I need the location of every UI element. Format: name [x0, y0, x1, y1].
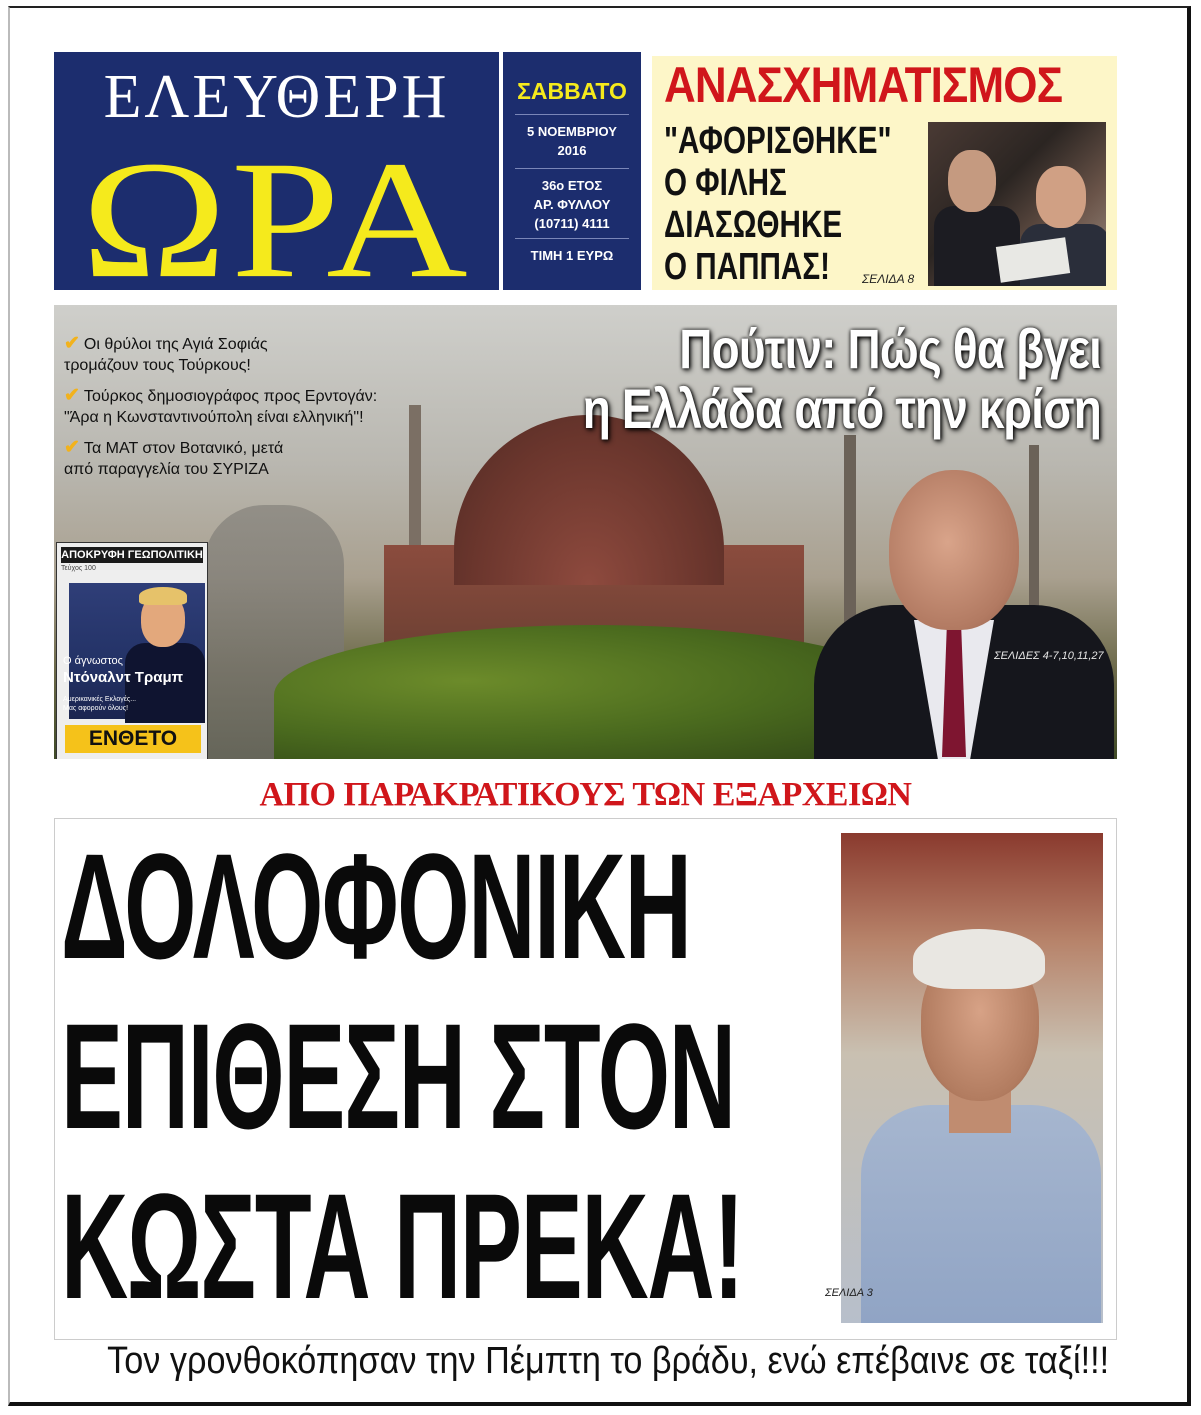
mosque-dome — [454, 415, 724, 585]
hero-bullet-text: "Άρα η Κωνσταντινούπολη είναι ελληνική"! — [64, 409, 364, 426]
insert-small-text: Αμερικανικές Εκλογές... Μας αφορούν όλους! — [63, 696, 137, 712]
check-icon: ✔ — [64, 437, 80, 458]
main-story-kicker: ΑΠΟ ΠΑΡΑΚΡΑΤΙΚΟΥΣ ΤΩΝ ΕΞΑΡΧΕΙΩΝ — [259, 776, 912, 813]
issue-year: 36ο ΕΤΟΣ — [541, 178, 603, 193]
top-story-headline: ΑΝΑΣΧΗΜΑΤΙΣΜΟΣ — [664, 57, 1063, 113]
main-story-subheadline: Τον γρονθοκόπησαν την Πέμπτη το βράδυ, ενώ επέβαινε σε ταξί!!! — [107, 1340, 1110, 1382]
hero-headline — [583, 319, 1101, 439]
issue-price: ΤΙΜΗ 1 ΕΥΡΩ — [530, 248, 614, 263]
hero-bullet-text: τρομάζουν τους Τούρκους! — [64, 357, 251, 374]
hero-bullet[interactable] — [64, 437, 444, 480]
hero-story[interactable] — [54, 305, 1117, 759]
top-story-line-2: Ο ΦΙΛΗΣ — [664, 162, 787, 204]
hero-bullet-list — [64, 333, 444, 489]
issue-day: ΣΑΒΒΑΤΟ — [517, 78, 627, 104]
top-story-photo — [928, 122, 1106, 286]
hero-bullet-text: Τα ΜΑΤ στον Βοτανικό, μετά — [83, 440, 284, 457]
main-story[interactable] — [54, 818, 1117, 1340]
insert-magazine[interactable] — [56, 542, 208, 759]
main-headline-line-3: ΚΩΣΤΑ ΠΡΕΚΑ! — [61, 1162, 744, 1330]
hero-bullet-text: Τούρκος δημοσιογράφος προς Ερντογάν: — [83, 388, 378, 405]
insert-title: ΑΠΟΚΡΥΦΗ ΓΕΩΠΟΛΙΤΙΚΗ — [61, 549, 203, 561]
masthead-logo[interactable] — [54, 52, 499, 290]
issue-date — [503, 122, 641, 160]
check-icon: ✔ — [64, 385, 80, 406]
main-story-page-ref: ΣΕΛΙΔΑ 3 — [825, 1287, 873, 1299]
info-divider — [515, 238, 629, 239]
top-story-line-1: "ΑΦΟΡΙΣΘΗΚΕ" — [664, 120, 892, 162]
top-story-line-4: Ο ΠΑΠΠΑΣ! — [664, 246, 830, 288]
issue-date-line2: 2016 — [557, 143, 587, 158]
hero-bullet-text: Οι θρύλοι της Αγιά Σοφιάς — [83, 336, 268, 353]
hero-page-ref: ΣΕΛΙΔΕΣ 4-7,10,11,27 — [994, 650, 1104, 662]
hero-bullet[interactable] — [64, 385, 444, 428]
issue-number-value: (10711) 4111 — [534, 216, 610, 231]
hero-person-head — [889, 470, 1019, 630]
masthead-info — [503, 52, 641, 290]
hero-bullet[interactable] — [64, 333, 444, 376]
top-story[interactable] — [652, 56, 1117, 290]
insert-issue: Τεύχος 100 — [61, 565, 96, 572]
issue-date-line1: 5 ΝΟΕΜΒΡΙΟΥ — [527, 124, 617, 139]
main-headline-line-1: ΔΟΛΟΦΟΝΙΚΗ — [61, 822, 691, 990]
insert-name-big: Ντόναλντ Τραμπ — [63, 669, 184, 686]
masthead-title-top: ΕΛΕΥΘΕΡΗ — [103, 63, 450, 131]
top-story-page-ref: ΣΕΛΙΔΑ 8 — [862, 272, 915, 286]
hero-bullet-text: από παραγγελία του ΣΥΡΙΖΑ — [64, 461, 269, 478]
check-icon: ✔ — [64, 333, 80, 354]
issue-number — [503, 176, 641, 233]
issue-number-label: ΑΡ. ΦΥΛΛΟΥ — [533, 197, 611, 212]
info-divider — [515, 114, 629, 115]
insert-name-small: Ο άγνωστος — [63, 655, 123, 667]
hero-headline-line-1: Πούτιν: Πώς θα βγει — [679, 317, 1101, 380]
hero-headline-line-2: η Ελλάδα από την κρίση — [582, 377, 1101, 440]
main-story-photo — [841, 833, 1103, 1323]
insert-tag: ΕΝΘΕΤΟ — [65, 725, 201, 753]
top-story-line-3: ΔΙΑΣΩΘΗΚΕ — [664, 204, 843, 246]
main-headline-line-2: ΕΠΙΘΕΣΗ ΣΤΟΝ — [61, 992, 735, 1160]
info-divider — [515, 168, 629, 169]
masthead-title-big: ΩΡΑ — [81, 126, 472, 290]
